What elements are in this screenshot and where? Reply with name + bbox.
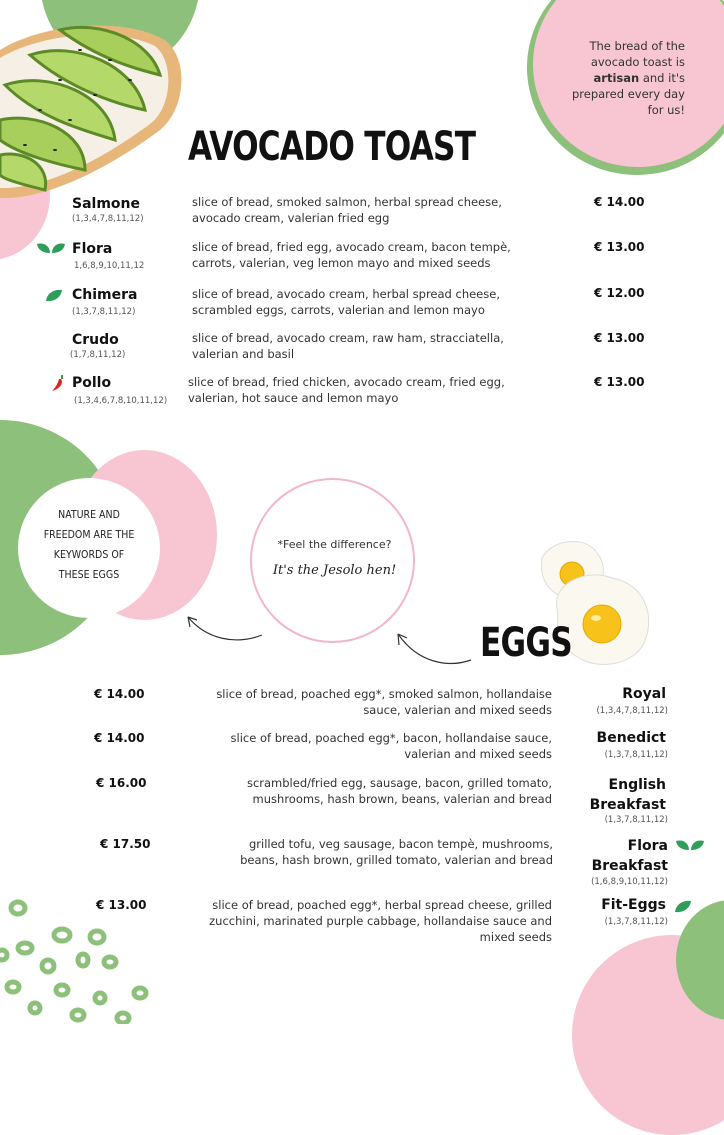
item-name: Pollo — [72, 375, 112, 391]
item-description — [192, 194, 552, 226]
item-name: Royal — [622, 686, 666, 702]
feel-difference-text: *Feel the difference? — [277, 538, 392, 551]
item-price: € 13.00 — [96, 898, 147, 912]
desc-line-2: sauce, valerian and mixed seeds — [363, 703, 552, 717]
item-allergens: (1,6,8,9,10,11,12) — [591, 877, 668, 887]
vegan-double-leaf-icon — [36, 242, 66, 254]
item-price: € 13.00 — [594, 375, 645, 389]
desc-line-1: slice of bread, poached egg*, herbal spread cheese, grilled — [212, 898, 552, 912]
desc-line-1: slice of bread, poached egg*, smoked salmon, hollandaise — [216, 687, 552, 701]
item-allergens: (1,3,7,8,11,12) — [604, 917, 668, 927]
item-price: € 12.00 — [594, 286, 645, 300]
item-allergens: (1,3,7,8,11,12) — [604, 815, 668, 825]
desc-line-2: valerian and basil — [192, 347, 295, 361]
desc-line-2: mushrooms, hash brown, beans, valerian and bread — [252, 792, 552, 806]
desc-line-1: slice of bread, poached egg*, bacon, hollandaise sauce, — [230, 731, 552, 745]
eggs-keywords-text — [28, 505, 150, 585]
avocado-toast-illustration — [0, 20, 190, 200]
keywords-line-4: THESE EGGS — [58, 569, 120, 581]
item-name: Benedict — [596, 730, 666, 746]
center-pink-ring — [250, 478, 415, 643]
item-name: Crudo — [72, 332, 119, 348]
item-description — [172, 730, 552, 762]
item-name — [566, 836, 668, 876]
arrow-decoration-left — [182, 605, 264, 645]
item-price: € 14.00 — [94, 687, 145, 701]
keywords-line-3: KEYWORDS OF — [53, 549, 125, 561]
item-description — [192, 330, 552, 362]
desc-line-1: slice of bread, avocado cream, raw ham, stracciatella, — [192, 331, 504, 345]
note-line-3 — [560, 70, 685, 86]
item-description — [192, 286, 552, 318]
desc-line-1: slice of bread, fried chicken, avocado cream, fried egg, — [188, 375, 505, 389]
avocado-toast-title: AVOCADO TOAST — [188, 124, 476, 170]
name-line-1: English — [608, 777, 666, 793]
desc-line-2: valerian and mixed seeds — [404, 747, 552, 761]
name-line-2: Breakfast — [589, 797, 666, 813]
desc-line-2: zucchini, marinated purple cabbage, hollandaise sauce and — [209, 914, 552, 928]
item-price: € 14.00 — [94, 731, 145, 745]
item-description — [172, 686, 552, 718]
note-line-4: prepared every day — [571, 87, 685, 101]
item-name: Chimera — [72, 287, 138, 303]
desc-line-2: avocado cream, valerian fried egg — [192, 211, 390, 225]
vegetarian-leaf-icon — [45, 289, 63, 302]
desc-line-1: slice of bread, smoked salmon, herbal spread cheese, — [192, 195, 502, 209]
eggs-title: EGGS — [480, 620, 572, 666]
artisan-bread-note — [560, 38, 685, 118]
item-allergens: (1,3,4,7,8,11,12) — [596, 706, 668, 716]
vegan-double-leaf-icon — [675, 839, 705, 851]
note-line-1: The bread of the — [589, 39, 685, 53]
vegetarian-leaf-icon — [674, 900, 692, 913]
desc-line-1: slice of bread, avocado cream, herbal spread cheese, — [192, 287, 500, 301]
jesolo-hen-script: It's the Jesolo hen! — [272, 563, 397, 578]
item-price: € 14.00 — [594, 195, 645, 209]
item-name: Fit-Eggs — [601, 897, 666, 913]
keywords-line-2: FREEDOM ARE THE — [43, 529, 135, 541]
item-price: € 17.50 — [100, 837, 151, 851]
note-line-3-rest: and it's — [639, 71, 685, 85]
item-allergens: (1,3,7,8,11,12) — [72, 307, 136, 317]
item-description — [172, 775, 552, 807]
item-name: Flora — [72, 241, 113, 257]
desc-line-3: mixed seeds — [479, 930, 552, 944]
note-line-2: avocado toast is — [590, 55, 685, 69]
item-allergens: (1,7,8,11,12) — [70, 350, 126, 360]
desc-line-1: scrambled/fried egg, sausage, bacon, grilled tomato, — [246, 776, 552, 790]
item-allergens: (1,3,4,6,7,8,10,11,12) — [74, 396, 168, 406]
name-line-1: Flora — [627, 838, 668, 854]
item-price: € 16.00 — [96, 776, 147, 790]
desc-line-2: carrots, valerian, veg lemon mayo and mixed seeds — [192, 256, 491, 270]
item-price: € 13.00 — [594, 331, 645, 345]
item-description — [192, 239, 552, 271]
item-name — [566, 775, 666, 815]
keywords-line-1: NATURE AND — [58, 509, 120, 521]
item-allergens: (1,3,4,7,8,11,12) — [72, 214, 144, 224]
item-description — [172, 897, 552, 945]
item-description — [188, 374, 558, 406]
item-price: € 13.00 — [594, 240, 645, 254]
desc-line-1: slice of bread, fried egg, avocado cream, bacon tempè, — [192, 240, 511, 254]
arrow-decoration-right — [393, 628, 473, 668]
desc-line-1: grilled tofu, veg sausage, bacon tempè, mushrooms, — [248, 837, 553, 851]
item-allergens: (1,3,7,8,11,12) — [604, 750, 668, 760]
chili-pepper-icon — [50, 374, 66, 392]
desc-line-2: valerian, hot sauce and lemon mayo — [188, 391, 399, 405]
desc-line-2: scrambled eggs, carrots, valerian and lemon mayo — [192, 303, 485, 317]
name-line-2: Breakfast — [591, 858, 668, 874]
note-bold-artisan: artisan — [593, 71, 640, 85]
note-line-5: for us! — [647, 103, 685, 117]
item-description — [172, 836, 553, 868]
desc-line-2: beans, hash brown, grilled tomato, valerian and bread — [240, 853, 553, 867]
item-name: Salmone — [72, 196, 140, 212]
item-allergens: 1,6,8,9,10,11,12 — [74, 261, 145, 271]
